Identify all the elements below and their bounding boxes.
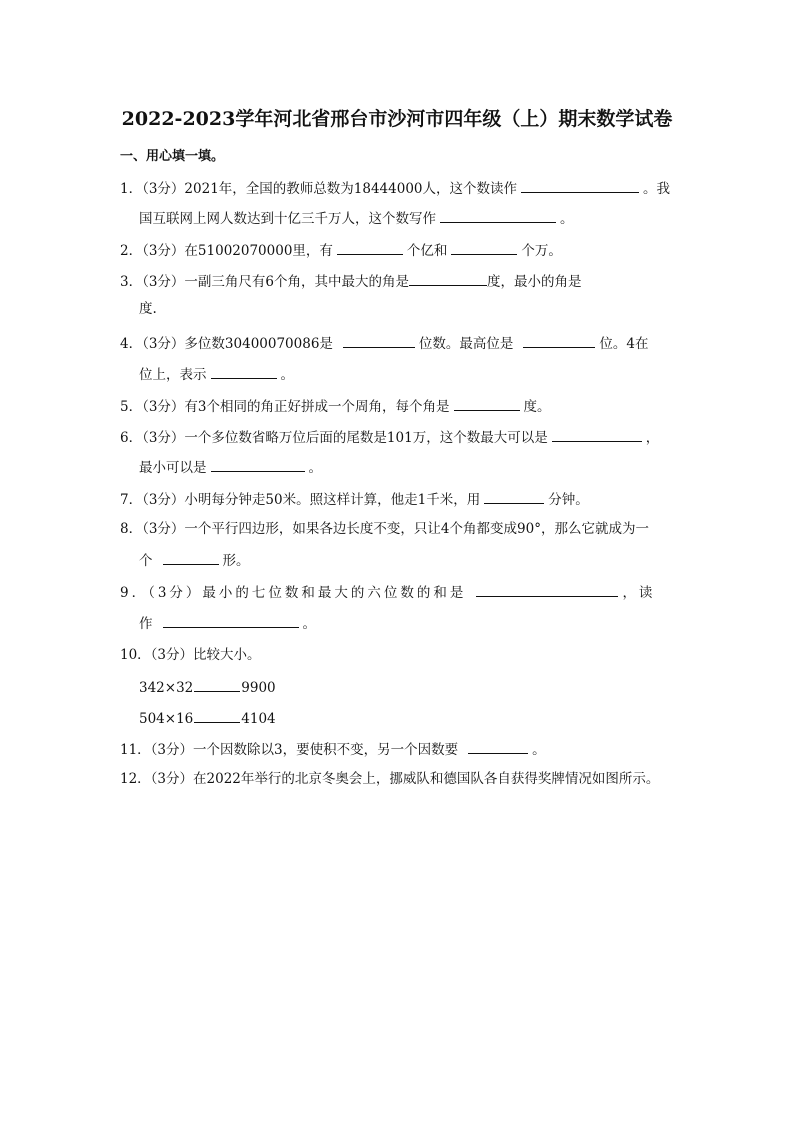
answer-blank[interactable] bbox=[409, 271, 487, 286]
answer-blank[interactable] bbox=[163, 550, 219, 565]
answer-blank[interactable] bbox=[194, 708, 240, 723]
question-11-text-end: 。 bbox=[532, 742, 546, 758]
question-4-text-end: 。 bbox=[280, 367, 294, 383]
question-1-line-1 bbox=[120, 178, 670, 198]
question-6-line-1 bbox=[120, 427, 659, 447]
question-9-text-end: 。 bbox=[302, 616, 316, 632]
question-5-text: 5．（3分）有3个相同的角正好拼成一个周角，每个角是 bbox=[120, 399, 450, 415]
question-1-text-2: 国互联网上网人数达到十亿三千万人，这个数写作 bbox=[139, 211, 436, 227]
question-9-line-2 bbox=[139, 613, 316, 633]
question-7 bbox=[120, 489, 589, 509]
question-11-text: 11．（3分）一个因数除以3，要使积不变，另一个因数要 bbox=[120, 742, 459, 758]
comparison-right-1: 9900 bbox=[241, 680, 276, 696]
answer-blank[interactable] bbox=[523, 333, 595, 348]
comparison-right-2: 4104 bbox=[241, 711, 276, 727]
answer-blank[interactable] bbox=[451, 240, 517, 255]
question-6-text-tail: ， bbox=[645, 430, 660, 446]
question-4-line-1 bbox=[120, 333, 649, 353]
question-3-text-a: 3．（3分）一副三角尺有6个角，其中最大的角是 bbox=[120, 274, 410, 290]
question-1-text-tail: 。我 bbox=[643, 181, 670, 197]
question-12-text: 12．（3分）在2022年举行的北京冬奥会上，挪威队和德国队各自获得奖牌情况如图所示。 bbox=[120, 771, 660, 787]
comparison-row-1 bbox=[139, 677, 276, 697]
answer-blank[interactable] bbox=[211, 457, 305, 472]
question-3-line-1 bbox=[120, 271, 675, 291]
question-5-text-end: 度。 bbox=[523, 399, 551, 415]
answer-blank[interactable] bbox=[343, 333, 415, 348]
question-12 bbox=[120, 770, 659, 788]
comparison-row-2 bbox=[139, 708, 276, 728]
question-8-text-2: 个 bbox=[139, 553, 153, 569]
question-8-text: 8．（3分）一个平行四边形，如果各边长度不变，只让4个角都变成90°，那么它就成为一 bbox=[120, 521, 649, 537]
answer-blank[interactable] bbox=[454, 396, 520, 411]
question-1-line-2 bbox=[139, 208, 574, 228]
question-4-text-2: 位上，表示 bbox=[139, 367, 207, 383]
question-7-text: 7．（3分）小明每分钟走50米。照这样计算，他走1千米，用 bbox=[120, 492, 481, 508]
question-8-line-2 bbox=[139, 550, 250, 570]
question-10-text: 10．（3分）比较大小。 bbox=[120, 647, 261, 663]
question-5 bbox=[120, 396, 551, 416]
question-3-line-2 bbox=[139, 300, 157, 318]
question-6-text-end: 。 bbox=[308, 460, 322, 476]
question-2-text: 2．（3分）在51002070000里，有 bbox=[120, 243, 333, 259]
question-4-text-mid: 位数。最高位是 bbox=[418, 336, 514, 352]
answer-blank[interactable] bbox=[194, 677, 240, 692]
question-6-text-2: 最小可以是 bbox=[139, 460, 207, 476]
comparison-left-2: 504×16 bbox=[139, 711, 194, 727]
question-9-text: 9．（3分）最小的七位数和最大的六位数的和是 bbox=[120, 585, 467, 601]
answer-blank[interactable] bbox=[468, 739, 528, 754]
question-3-text-b: 度，最小的角是 bbox=[487, 274, 582, 290]
question-4-text: 4．（3分）多位数30400070086是 bbox=[120, 336, 333, 352]
question-4-line-2 bbox=[139, 364, 294, 384]
answer-blank[interactable] bbox=[211, 364, 277, 379]
question-6-text: 6．（3分）一个多位数省略万位后面的尾数是101万，这个数最大可以是 bbox=[120, 430, 548, 446]
question-1-text: 1．（3分）2021年，全国的教师总数为18444000人，这个数读作 bbox=[120, 181, 517, 197]
question-2-text-mid: 个亿和 bbox=[406, 243, 448, 259]
answer-blank[interactable] bbox=[476, 582, 618, 597]
comparison-left-1: 342×32 bbox=[139, 680, 194, 696]
question-8-line-1 bbox=[120, 520, 649, 538]
question-9-text-tail: ，读 bbox=[622, 585, 656, 601]
answer-blank[interactable] bbox=[163, 613, 299, 628]
question-4-text-tail: 位。4在 bbox=[599, 336, 649, 352]
answer-blank[interactable] bbox=[337, 240, 403, 255]
question-9-line-1 bbox=[120, 582, 655, 602]
page-title: 2022-2023学年河北省邢台市沙河市四年级（上）期末数学试卷 bbox=[121, 108, 673, 130]
section-heading: 一、用心填一填。 bbox=[120, 149, 225, 164]
question-1-text-end: 。 bbox=[560, 211, 574, 227]
question-2 bbox=[120, 240, 562, 260]
question-9-text-2: 作 bbox=[139, 616, 153, 632]
question-3-text bbox=[120, 271, 582, 291]
answer-blank[interactable] bbox=[484, 489, 544, 504]
question-8-text-end: 形。 bbox=[222, 553, 250, 569]
question-10 bbox=[120, 646, 261, 664]
question-6-line-2 bbox=[139, 457, 322, 477]
answer-blank[interactable] bbox=[521, 178, 639, 193]
question-2-text-end: 个万。 bbox=[521, 243, 562, 259]
question-11 bbox=[120, 739, 546, 759]
answer-blank[interactable] bbox=[552, 427, 642, 442]
question-7-text-end: 分钟。 bbox=[548, 492, 589, 508]
question-3-text-end: 度. bbox=[139, 301, 157, 317]
answer-blank[interactable] bbox=[440, 208, 556, 223]
